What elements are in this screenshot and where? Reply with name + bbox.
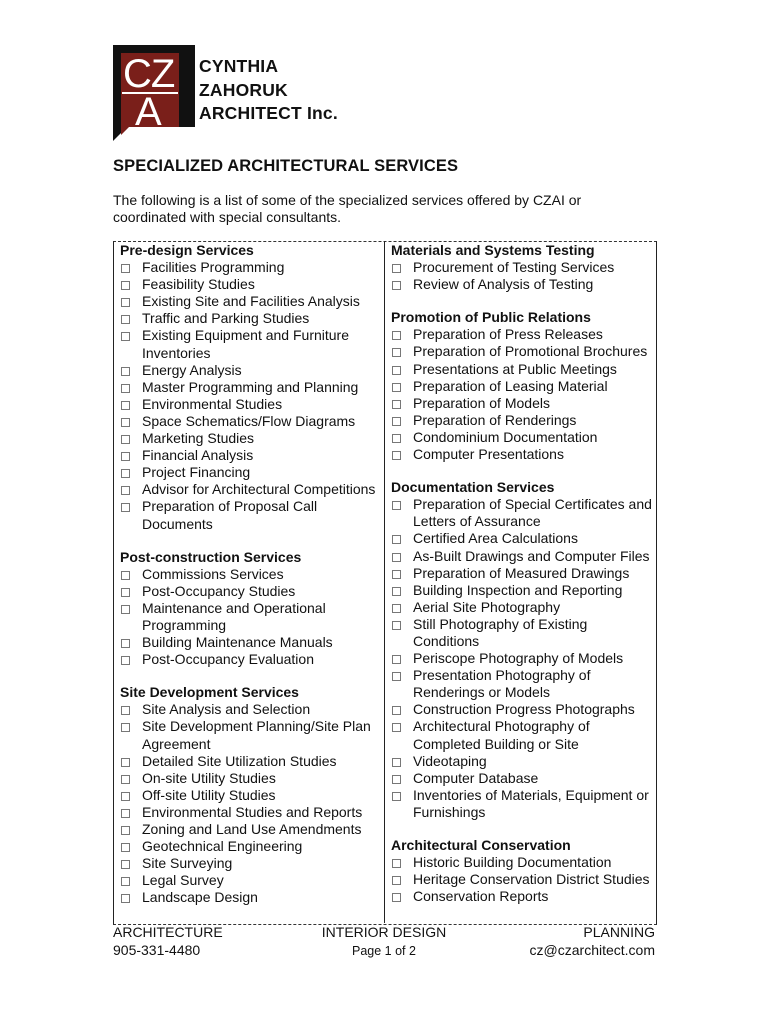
company-name	[199, 55, 338, 126]
service-item	[120, 634, 382, 651]
service-item-label: Still Photography of Existing Conditions	[413, 615, 588, 649]
service-section	[391, 242, 653, 293]
service-item-label: Computer Presentations	[413, 446, 564, 463]
service-item	[391, 599, 653, 616]
service-item	[391, 530, 653, 547]
service-section	[391, 837, 653, 905]
checkbox-icon	[392, 621, 401, 630]
service-item-label: Maintenance and Operational Programming	[142, 599, 326, 633]
service-item-label: Preparation of Renderings	[413, 411, 577, 428]
service-item-label: Financial Analysis	[142, 447, 254, 464]
service-item-label: On-site Utility Studies	[142, 769, 276, 786]
service-item	[391, 395, 653, 412]
service-item-label: Presentation Photography of Renderings or Models	[413, 667, 591, 701]
service-item	[120, 498, 382, 532]
company-name-line-3: ARCHITECT Inc.	[199, 103, 338, 123]
page-number: Page 1 of 2	[352, 944, 416, 958]
checkbox-icon	[121, 401, 130, 410]
logo-letters-cz: CZ	[123, 52, 175, 96]
service-item	[391, 326, 653, 343]
section-title: Architectural Conservation	[391, 837, 571, 853]
section-title: Post-construction Services	[120, 548, 302, 565]
service-item	[120, 651, 382, 668]
checkbox-icon	[392, 535, 401, 544]
service-item	[120, 718, 382, 752]
checkbox-icon	[392, 604, 401, 613]
service-item-label: Inventories of Materials, Equipment or Furnishings	[413, 786, 649, 820]
service-item	[391, 361, 653, 378]
checkbox-icon	[121, 605, 130, 614]
service-item	[120, 430, 382, 447]
service-item-label: Computer Database	[413, 769, 539, 786]
service-item	[120, 396, 382, 413]
checkbox-icon	[121, 367, 130, 376]
service-item-label: Review of Analysis of Testing	[413, 276, 594, 293]
service-item-label: Building Inspection and Reporting	[413, 581, 623, 598]
checkbox-icon	[392, 775, 401, 784]
service-item	[120, 310, 382, 327]
checkbox-icon	[392, 859, 401, 868]
service-item-label: Site Analysis and Selection	[142, 701, 311, 718]
service-item	[120, 804, 382, 821]
checkbox-icon	[121, 723, 130, 732]
service-item-label: Preparation of Leasing Material	[413, 377, 608, 394]
checkbox-icon	[121, 588, 130, 597]
service-item-label: Heritage Conservation District Studies	[413, 871, 650, 888]
service-item	[120, 583, 382, 600]
service-item	[391, 582, 653, 599]
service-item-label: Periscope Photography of Models	[413, 650, 624, 667]
checkbox-icon	[392, 281, 401, 290]
service-item-label: Energy Analysis	[142, 361, 242, 378]
service-item-label: Construction Progress Photographs	[413, 701, 635, 718]
service-item	[120, 701, 382, 718]
service-item-label: Commissions Services	[142, 565, 284, 582]
checkbox-icon	[392, 400, 401, 409]
checkbox-icon	[392, 706, 401, 715]
checkbox-icon	[392, 672, 401, 681]
checkbox-icon	[392, 417, 401, 426]
service-item	[120, 293, 382, 310]
right-column	[391, 242, 653, 921]
service-section	[391, 479, 653, 821]
service-item	[120, 447, 382, 464]
checkbox-icon	[392, 451, 401, 460]
service-item	[391, 888, 653, 905]
page-title: SPECIALIZED ARCHITECTURAL SERVICES	[113, 157, 459, 175]
checkbox-icon	[121, 384, 130, 393]
service-item	[391, 616, 653, 650]
left-column	[120, 242, 382, 922]
service-item-label: Site Development Planning/Site Plan Agreement	[142, 718, 371, 752]
section-title: Site Development Services	[120, 684, 299, 701]
service-item-label: Preparation of Press Releases	[413, 326, 603, 343]
service-item	[120, 770, 382, 787]
checkbox-icon	[392, 758, 401, 767]
service-item-label: Space Schematics/Flow Diagrams	[142, 412, 356, 429]
checkbox-icon	[392, 501, 401, 510]
intro-paragraph: The following is a list of some of the specialized services offered by CZAI or coordinated with special consultants.	[113, 192, 582, 225]
checkbox-icon	[121, 775, 130, 784]
service-item-label: Building Maintenance Manuals	[142, 634, 333, 651]
footer-architecture: ARCHITECTURE	[113, 924, 223, 940]
service-item	[391, 667, 653, 701]
checkbox-icon	[392, 434, 401, 443]
service-item	[120, 787, 382, 804]
service-item	[391, 770, 653, 787]
footer-email[interactable]: cz@czarchitect.com	[529, 942, 655, 958]
checkbox-icon	[392, 792, 401, 801]
service-item-label: Detailed Site Utilization Studies	[142, 752, 337, 769]
service-item	[391, 343, 653, 360]
service-item	[120, 276, 382, 293]
service-item-label: As-Built Drawings and Computer Files	[413, 547, 650, 564]
service-item	[391, 787, 653, 821]
checkbox-icon	[392, 366, 401, 375]
company-name-line-1: CYNTHIA	[199, 56, 279, 76]
service-item-label: Historic Building Documentation	[413, 854, 612, 871]
service-item	[120, 566, 382, 583]
service-item	[120, 753, 382, 770]
checkbox-icon	[392, 331, 401, 340]
footer-interior-design: INTERIOR DESIGN	[321, 924, 447, 940]
service-item-label: Preparation of Proposal Call Documents	[142, 498, 318, 532]
service-item-label: Master Programming and Planning	[142, 378, 359, 395]
service-item	[120, 872, 382, 889]
service-item-label: Environmental Studies and Reports	[142, 803, 363, 820]
service-item-label: Architectural Photography of Completed Building or Site	[413, 718, 590, 752]
checkbox-icon	[121, 877, 130, 886]
service-item	[391, 496, 653, 530]
service-section	[120, 684, 382, 906]
service-item	[391, 276, 653, 293]
service-item	[391, 854, 653, 871]
checkbox-icon	[121, 452, 130, 461]
service-item-label: Marketing Studies	[142, 430, 255, 447]
service-item-label: Preparation of Special Certificates and Letters of Assurance	[413, 496, 652, 530]
checkbox-icon	[392, 383, 401, 392]
service-item	[120, 855, 382, 872]
service-item	[120, 259, 382, 276]
service-item	[391, 446, 653, 463]
service-item-label: Videotaping	[413, 752, 487, 769]
checkbox-icon	[392, 553, 401, 562]
checkbox-icon	[121, 792, 130, 801]
service-item	[120, 464, 382, 481]
service-item	[120, 413, 382, 430]
service-item	[391, 718, 653, 752]
service-item-label: Existing Equipment and Furniture Inventories	[142, 327, 349, 361]
service-item-label: Off-site Utility Studies	[142, 786, 276, 803]
checkbox-icon	[392, 264, 401, 273]
checkbox-icon	[121, 315, 130, 324]
service-item	[391, 378, 653, 395]
checkbox-icon	[392, 893, 401, 902]
checkbox-icon	[392, 570, 401, 579]
service-item-label: Preparation of Promotional Brochures	[413, 343, 648, 360]
service-item	[120, 362, 382, 379]
service-item	[120, 821, 382, 838]
checkbox-icon	[392, 723, 401, 732]
checkbox-icon	[121, 656, 130, 665]
checkbox-icon	[121, 843, 130, 852]
service-item-label: Project Financing	[142, 464, 251, 481]
section-title: Promotion of Public Relations	[391, 309, 591, 326]
service-section	[391, 309, 653, 463]
company-logo	[113, 45, 413, 145]
service-item-label: Post-Occupancy Evaluation	[142, 651, 314, 668]
checkbox-icon	[121, 486, 130, 495]
service-item-label: Certified Area Calculations	[413, 530, 578, 547]
company-name-line-2: ZAHORUK	[199, 79, 288, 100]
section-title: Documentation Services	[391, 479, 555, 496]
service-item-label: Presentations at Public Meetings	[413, 360, 617, 377]
service-item-label: Procurement of Testing Services	[413, 259, 615, 276]
checkbox-icon	[121, 826, 130, 835]
service-item-label: Preparation of Measured Drawings	[413, 564, 630, 581]
service-item	[391, 412, 653, 429]
checkbox-icon	[392, 587, 401, 596]
service-item-label: Feasibility Studies	[142, 276, 255, 293]
service-item-label: Legal Survey	[142, 872, 224, 889]
logo-letter-a: A	[135, 90, 162, 134]
checkbox-icon	[121, 860, 130, 869]
checkbox-icon	[121, 706, 130, 715]
column-divider	[384, 241, 385, 923]
service-item	[120, 838, 382, 855]
checkbox-icon	[121, 264, 130, 273]
service-item-label: Environmental Studies	[142, 395, 283, 412]
service-item-label: Zoning and Land Use Amendments	[142, 821, 362, 837]
footer-phone: 905-331-4480	[113, 942, 201, 958]
service-section	[120, 242, 382, 533]
service-item-label: Preparation of Models	[413, 394, 550, 411]
checkbox-icon	[121, 332, 130, 341]
service-item	[391, 259, 653, 276]
section-title: Pre-design Services	[120, 242, 254, 258]
checkbox-icon	[392, 348, 401, 357]
service-item-label: Traffic and Parking Studies	[142, 310, 310, 327]
section-title: Materials and Systems Testing	[391, 242, 595, 258]
service-item-label: Aerial Site Photography	[413, 598, 561, 615]
service-section	[120, 549, 382, 669]
service-item-label: Advisor for Architectural Competitions	[142, 481, 376, 498]
service-item	[391, 429, 653, 446]
cza-logo-mark	[113, 45, 195, 141]
service-item	[120, 481, 382, 498]
service-item-label: Post-Occupancy Studies	[142, 582, 296, 599]
service-item-label: Site Surveying	[142, 855, 233, 872]
checkbox-icon	[121, 894, 130, 903]
service-item-label: Condominium Documentation	[413, 428, 598, 445]
checkbox-icon	[392, 655, 401, 664]
checkbox-icon	[392, 876, 401, 885]
service-item	[391, 650, 653, 667]
service-item-label: Landscape Design	[142, 889, 258, 906]
checkbox-icon	[121, 281, 130, 290]
service-item	[120, 379, 382, 396]
checkbox-icon	[121, 639, 130, 648]
checkbox-icon	[121, 809, 130, 818]
checkbox-icon	[121, 435, 130, 444]
service-item-label: Conservation Reports	[413, 888, 549, 905]
service-item-label: Facilities Programming	[142, 259, 285, 276]
service-item-label: Geotechnical Engineering	[142, 838, 303, 855]
service-item	[391, 753, 653, 770]
service-item	[120, 327, 382, 361]
checkbox-icon	[121, 469, 130, 478]
service-item	[391, 701, 653, 718]
service-item	[391, 871, 653, 888]
service-item	[391, 548, 653, 565]
service-item	[391, 565, 653, 582]
footer-planning: PLANNING	[583, 924, 655, 940]
checkbox-icon	[121, 503, 130, 512]
checkbox-icon	[121, 571, 130, 580]
checkbox-icon	[121, 298, 130, 307]
checkbox-icon	[121, 418, 130, 427]
service-item-label: Existing Site and Facilities Analysis	[142, 293, 360, 310]
service-item	[120, 889, 382, 906]
service-item	[120, 600, 382, 634]
checkbox-icon	[121, 758, 130, 767]
